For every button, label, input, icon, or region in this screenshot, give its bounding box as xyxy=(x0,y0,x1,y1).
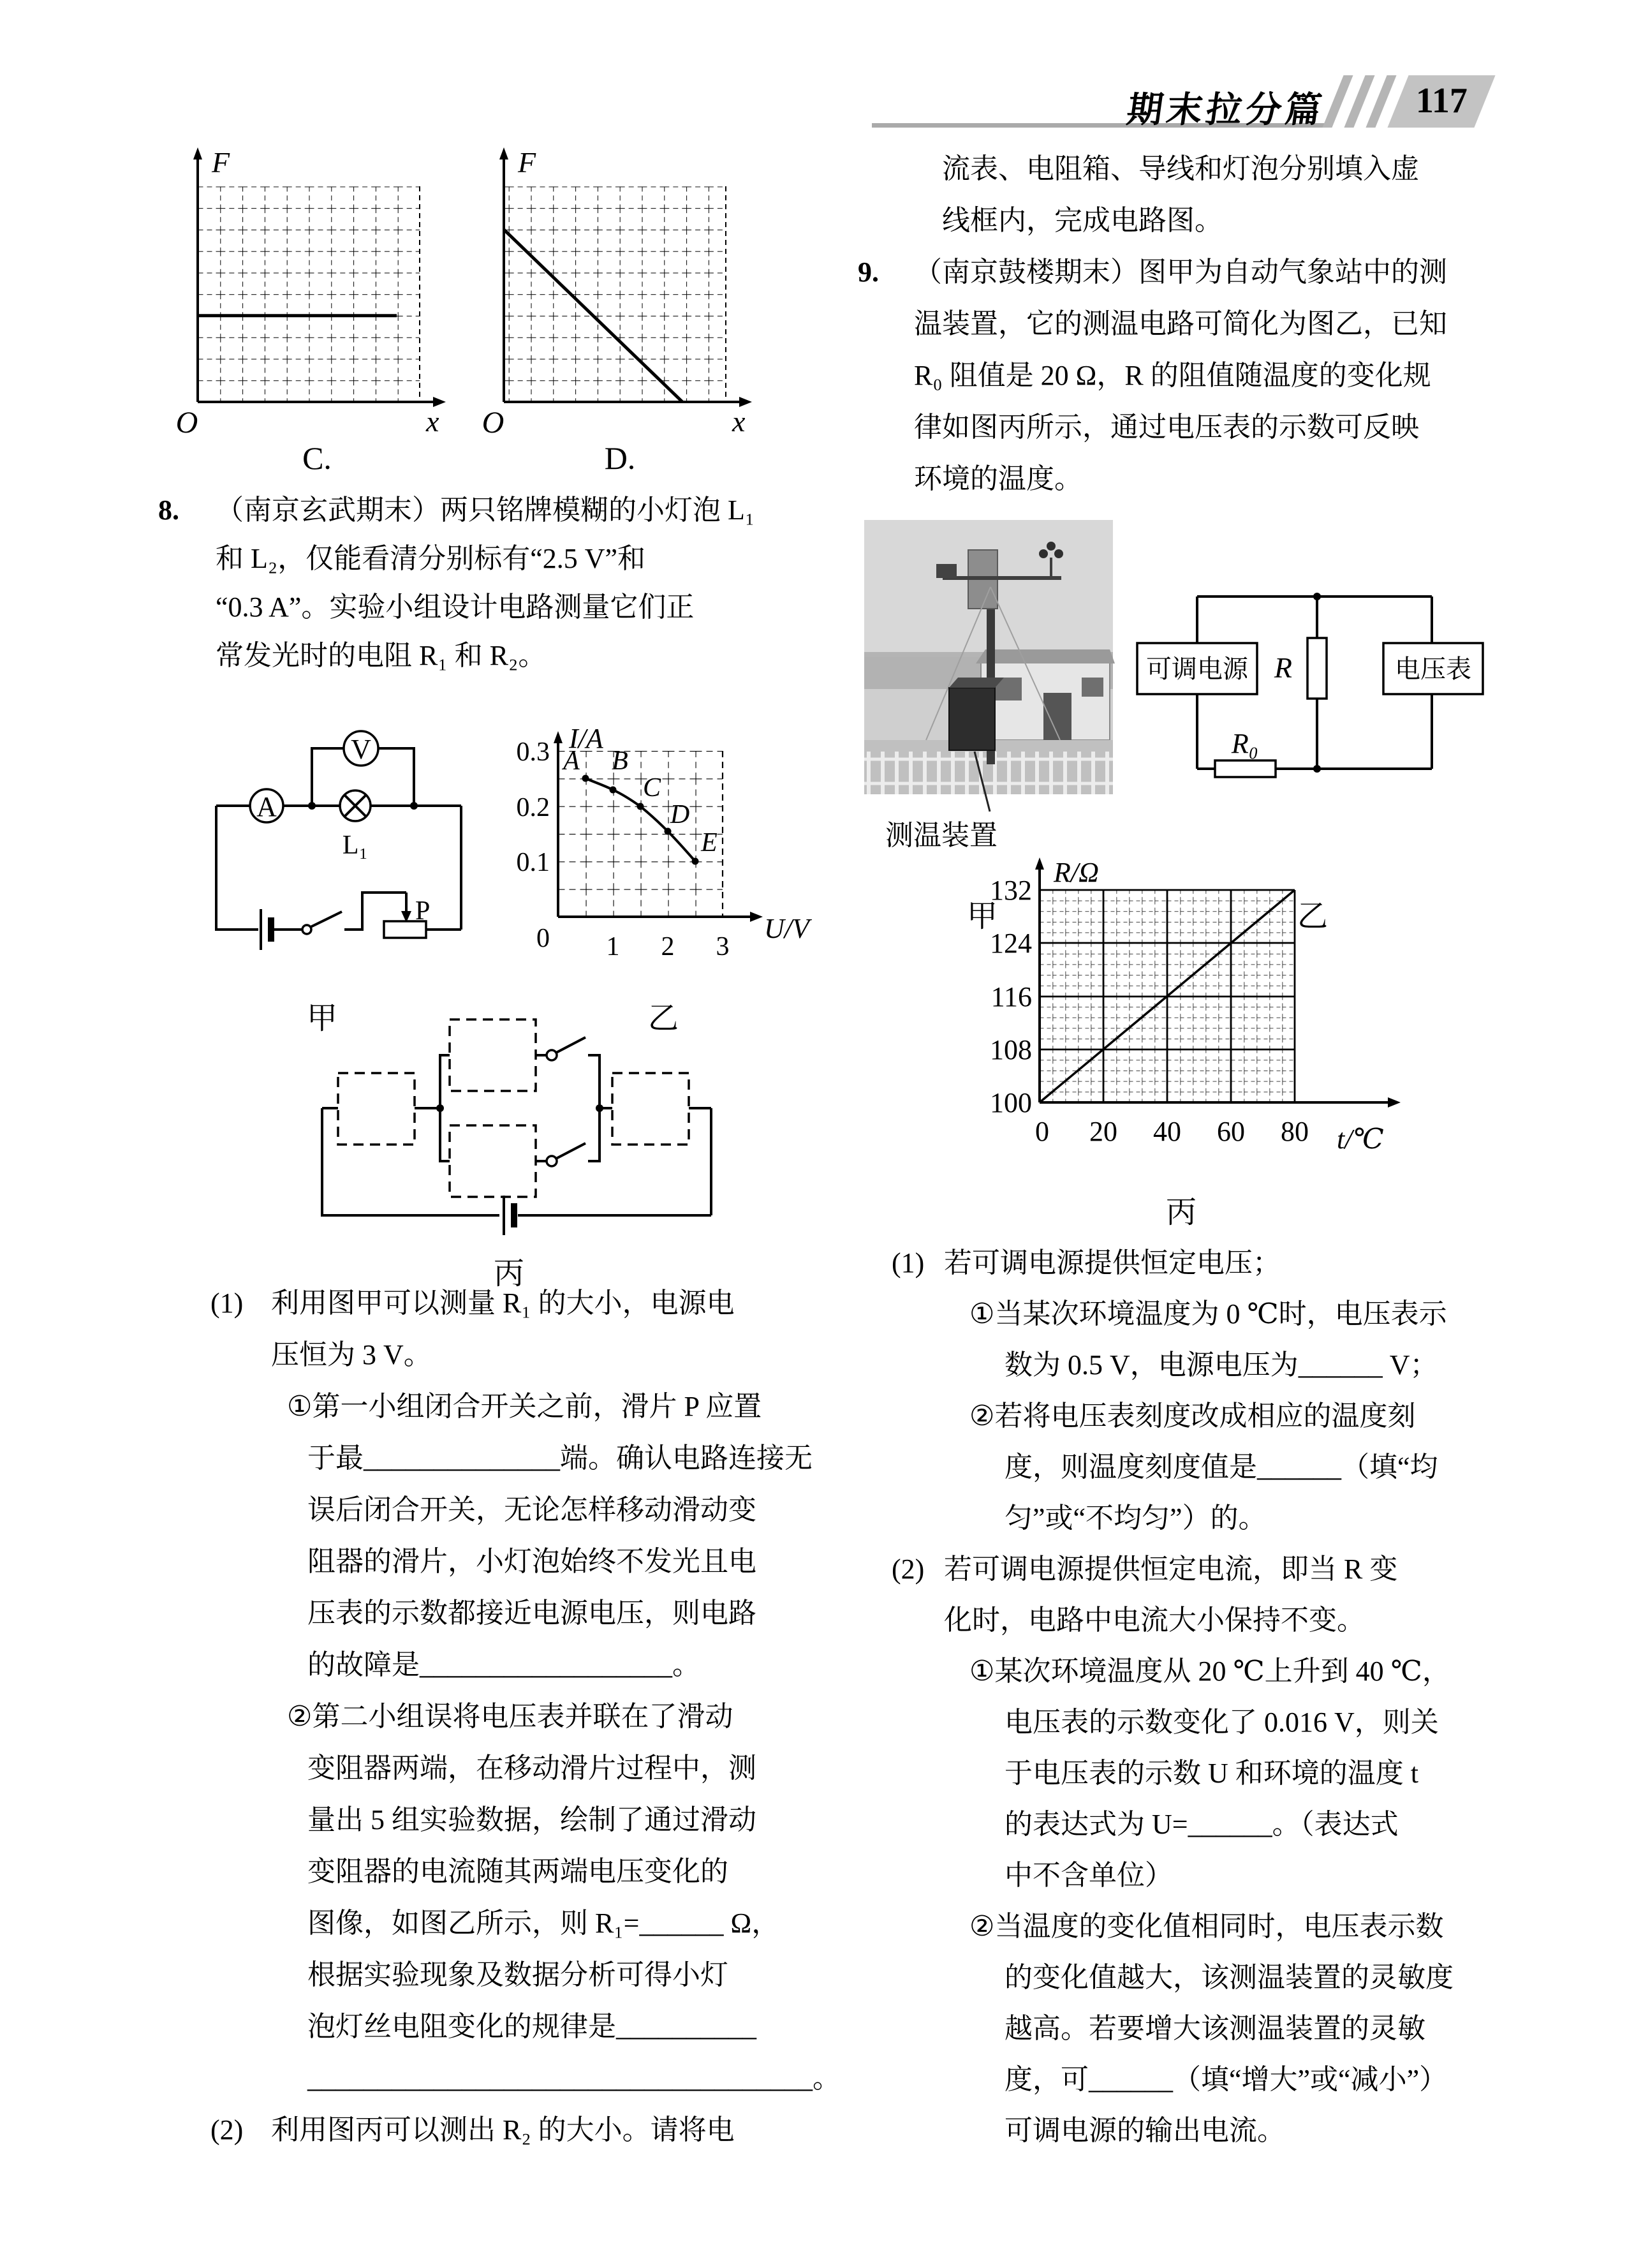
text-line: 线框内，完成电路图。 xyxy=(942,205,1223,236)
y-tick: 0.1 xyxy=(516,848,550,877)
x-tick: 1 xyxy=(606,932,620,961)
graph-c xyxy=(176,146,446,476)
text-line: 泡灯丝电阻变化的规律是__________ xyxy=(307,2011,756,2042)
figure-bing-circuit xyxy=(290,1014,743,1301)
figure-bing-graph xyxy=(957,836,1416,1231)
x-tick: 0 xyxy=(1035,1116,1049,1147)
text-line: 温装置，它的测温电路可简化为图乙，已知 xyxy=(914,308,1447,339)
text-line xyxy=(848,1544,1547,1595)
section-title: 期末拉分篇 xyxy=(1124,91,1328,130)
figure-caption: 丙 xyxy=(1165,1196,1197,1229)
text: （南京鼓楼期末）图甲为自动气象站中的测 xyxy=(914,256,1447,288)
axis-label-f: F xyxy=(212,146,230,179)
text-line: ①某次环境温度从 20 ℃上升到 40 ℃， xyxy=(969,1656,1450,1687)
item-marker: (1) xyxy=(210,1287,244,1319)
text: 若可调电源提供恒定电压； xyxy=(944,1247,1281,1279)
page-number-box xyxy=(1387,75,1495,128)
y-tick: 100 xyxy=(990,1087,1032,1118)
text-line: 图像，如图乙所示，则 R₁=______ Ω， xyxy=(307,1908,780,1939)
page-number: 117 xyxy=(1415,81,1468,121)
x-axis-label: t/℃ xyxy=(1337,1123,1384,1155)
figure-cd-graphs xyxy=(153,137,765,478)
text-line: ①第一小组闭合开关之前，滑片 P 应置 xyxy=(287,1391,762,1422)
question-number: 8. xyxy=(158,494,179,526)
junction-dot xyxy=(1313,593,1321,600)
text-line: 根据实验现象及数据分析可得小灯 xyxy=(307,1959,728,1990)
voltmeter-letter: V xyxy=(351,734,371,765)
x-tick: 3 xyxy=(716,932,730,961)
text: （南京玄武期末）两只铭牌模糊的小灯泡 L₁ xyxy=(216,494,755,526)
junction-dot xyxy=(1313,765,1321,773)
text-line: 的变化值越大，该测温装置的灵敏度 xyxy=(1005,1962,1454,1993)
junction-dot xyxy=(596,1104,603,1112)
text-line xyxy=(147,486,832,535)
origin-tick: 0 xyxy=(536,924,550,953)
text-line: 误后闭合开关，无论怎样移动滑动变 xyxy=(307,1494,756,1525)
text-line: 于最______________端。确认电路连接无 xyxy=(307,1442,813,1474)
x-tick: 80 xyxy=(1281,1116,1309,1147)
junction-dot xyxy=(308,802,316,810)
circuit-wires xyxy=(322,1055,711,1215)
text-line: 变阻器两端，在移动滑片过程中，测 xyxy=(307,1753,756,1784)
text-line: 于电压表的示数 U 和环境的温度 t xyxy=(1005,1758,1418,1789)
text-line: 可调电源的输出电流。 xyxy=(1005,2115,1285,2146)
lamp-label: L₁ xyxy=(342,831,369,860)
switch-icon xyxy=(547,1143,585,1166)
x-tick: 60 xyxy=(1217,1116,1245,1147)
text-line xyxy=(147,2104,832,2156)
text-line: 阻器的滑片，小灯泡始终不发光且电 xyxy=(307,1546,756,1577)
figure-caption: 乙 xyxy=(647,1002,679,1035)
text-line: 匀”或“不均匀”）的。 xyxy=(1005,1502,1267,1534)
text-line: 越高。若要增大该测温装置的灵敏 xyxy=(1005,2013,1425,2044)
switch-icon xyxy=(547,1037,585,1060)
y-tick: 108 xyxy=(990,1034,1032,1065)
junction-dot xyxy=(436,1104,444,1112)
text-line: ①当某次环境温度为 0 ℃时，电压表示 xyxy=(969,1298,1447,1330)
y-tick: 124 xyxy=(990,928,1032,959)
junction-dot xyxy=(410,802,418,810)
y-tick: 0.3 xyxy=(516,737,550,767)
text-line xyxy=(848,1238,1547,1289)
r0-resistor-icon xyxy=(1215,760,1276,777)
axis-label-f: F xyxy=(518,146,536,179)
component-placeholder-box xyxy=(338,1073,415,1145)
figure-jia-circuit xyxy=(191,715,510,1034)
question-8-stem xyxy=(147,486,832,680)
origin-label: O xyxy=(482,406,504,440)
text-line: ②第二小组误将电压表并联在了滑动 xyxy=(287,1701,733,1732)
switch-icon xyxy=(302,912,342,934)
battery-icon xyxy=(261,909,271,950)
y-tick: 132 xyxy=(990,875,1032,906)
option-d-caption: D. xyxy=(604,440,636,476)
figure-caption: 乙 xyxy=(1297,900,1329,933)
text-line: 压恒为 3 V。 xyxy=(271,1339,432,1370)
text-line xyxy=(147,1277,832,1329)
text-line: 中不含单位） xyxy=(1005,1860,1173,1891)
graph-d xyxy=(482,146,752,476)
text-line: 常发光时的电阻 R₁ 和 R₂。 xyxy=(216,640,547,671)
thermistor-icon xyxy=(1307,638,1327,699)
y-axis-label: I/A xyxy=(569,723,603,754)
right-column-top-text xyxy=(848,143,1547,505)
figure-caption: 甲 xyxy=(306,1002,338,1035)
component-placeholder-box xyxy=(612,1073,689,1145)
item-marker: (2) xyxy=(892,1553,925,1585)
text-line: 和 L₂，仅能看清分别标有“2.5 V”和 xyxy=(216,543,646,574)
y-axis-label: R/Ω xyxy=(1054,857,1099,888)
slider-label: P xyxy=(415,896,431,926)
axis-label-x: x xyxy=(426,405,439,438)
question-9-items xyxy=(848,1238,1547,2156)
point-label: E xyxy=(701,828,718,857)
text-line: 量出 5 组实验数据，绘制了通过滑动 xyxy=(307,1804,756,1835)
text-line: ②若将电压表刻度改成相应的温度刻 xyxy=(969,1400,1416,1432)
text-line xyxy=(848,246,1547,298)
axis-label-x: x xyxy=(732,405,746,438)
x-tick: 2 xyxy=(661,932,675,961)
text: 利用图甲可以测量 R₁ 的大小，电源电 xyxy=(271,1287,735,1319)
item-marker: (2) xyxy=(210,2114,244,2146)
x-tick: 20 xyxy=(1089,1116,1117,1147)
thermistor-label: R xyxy=(1274,651,1292,684)
y-tick: 0.2 xyxy=(516,793,550,822)
figure-caption: 丙 xyxy=(493,1257,525,1291)
photo-annotation: 测温装置 xyxy=(885,820,998,851)
text: 若可调电源提供恒定电流，即当 R 变 xyxy=(944,1553,1398,1585)
text-line: 流表、电阻箱、导线和灯泡分别填入虚 xyxy=(942,153,1419,184)
text-line: ____________________________________。 xyxy=(307,2063,841,2094)
text-line: 压表的示数都接近电源电压，则电路 xyxy=(307,1597,756,1629)
ammeter-letter: A xyxy=(256,791,277,822)
origin-label: O xyxy=(175,406,198,440)
component-placeholder-box xyxy=(450,1019,536,1091)
point-label: D xyxy=(670,800,690,829)
text-line: 的表达式为 U=______。（表达式 xyxy=(1005,1809,1399,1840)
figure-yi-graph xyxy=(516,715,816,1040)
y-tick: 116 xyxy=(990,981,1032,1012)
x-axis-label: U/V xyxy=(764,913,809,944)
text: 利用图丙可以测出 R₂ 的大小。请将电 xyxy=(271,2114,735,2146)
option-c-caption: C. xyxy=(302,440,332,476)
point-label: A xyxy=(563,746,580,776)
text-line: R₀ 阻值是 20 Ω，R 的阻值随温度的变化规 xyxy=(914,360,1431,391)
text-line: 度，可______（填“增大”或“减小”） xyxy=(1005,2064,1448,2095)
component-placeholder-box xyxy=(450,1125,536,1197)
r0-label: R₀ xyxy=(1231,728,1259,759)
question-number: 9. xyxy=(858,256,879,288)
text-line: “0.3 A”。实验小组设计电路测量它们正 xyxy=(216,591,695,623)
text-line: 电压表的示数变化了 0.016 V，则关 xyxy=(1005,1707,1439,1738)
text-line: 化时，电路中电流大小保持不变。 xyxy=(944,1605,1365,1636)
text-line: 度，则温度刻度值是______（填“均 xyxy=(1005,1451,1438,1483)
point-label: C xyxy=(642,773,661,803)
item-marker: (1) xyxy=(892,1247,925,1279)
figure-caption: 甲 xyxy=(966,900,998,933)
text-line: ②当温度的变化值相同时，电压表示数 xyxy=(969,1911,1444,1942)
text-line: 的故障是__________________。 xyxy=(307,1649,700,1680)
x-tick: 40 xyxy=(1153,1116,1181,1147)
text-line: 律如图丙所示，通过电压表的示数可反映 xyxy=(914,411,1419,443)
adjustable-source-label: 可调电源 xyxy=(1146,655,1248,683)
text-line: 数为 0.5 V，电源电压为______ V； xyxy=(1005,1349,1438,1381)
battery-icon xyxy=(504,1196,514,1235)
house xyxy=(976,649,1115,740)
voltmeter-box-label: 电压表 xyxy=(1395,655,1471,683)
text-line: 变阻器的电流随其两端电压变化的 xyxy=(307,1856,728,1887)
text-line: 环境的温度。 xyxy=(914,463,1082,494)
point-label: B xyxy=(612,746,628,776)
question-8-items xyxy=(147,1277,841,2156)
